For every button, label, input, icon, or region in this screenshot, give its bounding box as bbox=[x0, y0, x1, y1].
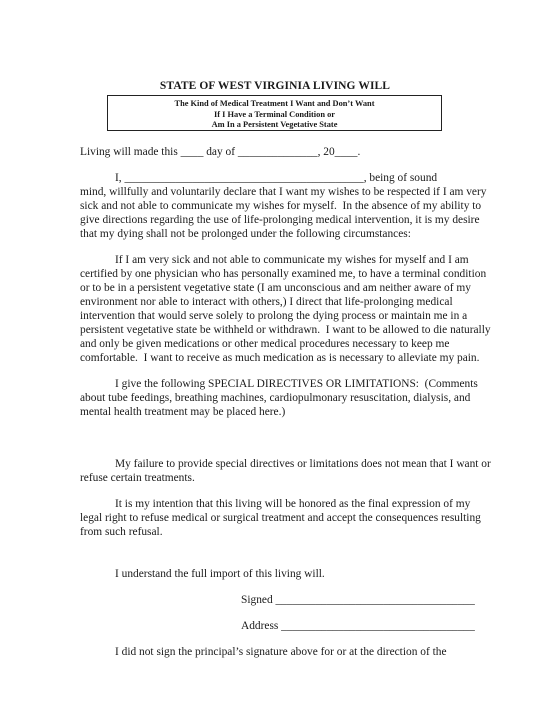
address-line: Address __________________________________ bbox=[241, 620, 475, 632]
para2-line-7: and only be given medications or other medical procedures necessary to keep me bbox=[80, 338, 450, 350]
understand-line: I understand the full import of this living will. bbox=[115, 568, 325, 580]
para1-line-3: sick and not able to communicate my wishes for myself. In the absence of my ability to bbox=[80, 200, 482, 212]
subtitle-line-1: The Kind of Medical Treatment I Want and Don’t Want bbox=[174, 99, 375, 108]
para2-line-2: certified by one physician who has personally examined me, to have a terminal condition bbox=[80, 268, 487, 280]
para5-line-3: from such refusal. bbox=[80, 526, 163, 538]
para1-line-2: mind, willfully and voluntarily declare that I want my wishes to be respected if I am very bbox=[80, 186, 487, 198]
para2-line-5: intervention that would serve solely to prolong the dying process or maintain me in a bbox=[80, 310, 468, 322]
para5-line-2: legal right to refuse medical or surgical treatment and accept the consequences resulting bbox=[80, 512, 481, 524]
signed-line: Signed ___________________________________ bbox=[241, 594, 475, 606]
para2-line-3: or to be in a persistent vegetative state (I am unconscious and am neither aware of my bbox=[80, 282, 471, 294]
subtitle-box bbox=[107, 95, 442, 131]
para2-line-4: environment nor able to interact with others,) I direct that life-prolonging medical bbox=[80, 296, 453, 308]
para4-line-1: My failure to provide special directives or limitations does not mean that I want or bbox=[115, 458, 491, 470]
para3-line-2: about tube feedings, breathing machines, cardiopulmonary resuscitation, dialysis, and bbox=[80, 392, 471, 404]
para4-line-2: refuse certain treatments. bbox=[80, 472, 195, 484]
did-not-sign-line: I did not sign the principal’s signature above for or at the direction of the bbox=[115, 646, 447, 658]
para1-line-4: give directions regarding the use of life-prolonging medical intervention, it is my desire bbox=[80, 214, 480, 226]
document-title: STATE OF WEST VIRGINIA LIVING WILL bbox=[159, 80, 391, 92]
para1-line-1: I, __________________________________________, being of sound bbox=[115, 172, 438, 184]
para1-line-5: that my dying shall not be prolonged under the following circumstances: bbox=[80, 228, 411, 240]
subtitle-line-3: Am In a Persistent Vegetative State bbox=[211, 120, 338, 129]
para2-line-1: If I am very sick and not able to communicate my wishes for myself and I am bbox=[115, 254, 469, 266]
made-date-line: Living will made this ____ day of ______________, 20____. bbox=[80, 146, 361, 158]
para2-line-8: comfortable. I want to receive as much medication as is necessary to alleviate my pain. bbox=[80, 352, 480, 364]
para3-line-1: I give the following SPECIAL DIRECTIVES OR LIMITATIONS: (Comments bbox=[115, 378, 478, 390]
subtitle-line-2: If I Have a Terminal Condition or bbox=[214, 109, 335, 119]
para3-line-3: mental health treatment may be placed here.) bbox=[80, 406, 286, 418]
para2-line-6: persistent vegetative state be withheld or withdrawn. I want to be allowed to die naturally bbox=[80, 324, 491, 336]
para5-line-1: It is my intention that this living will be honored as the final expression of my bbox=[115, 498, 471, 510]
